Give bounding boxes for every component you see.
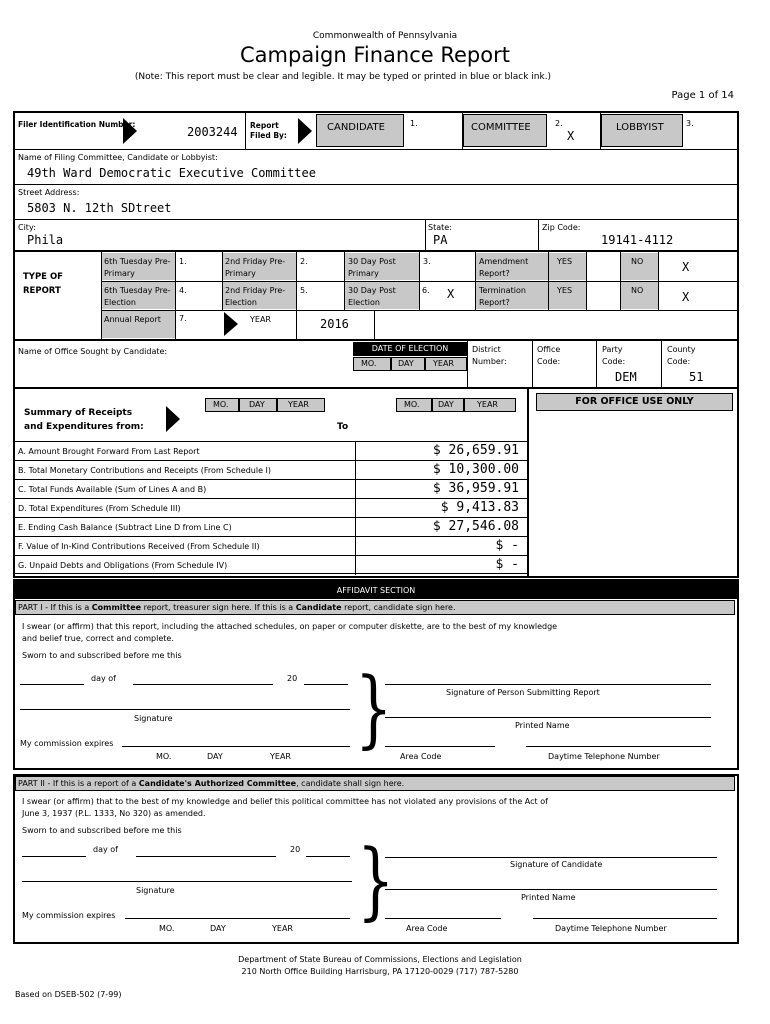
area-code-label: Area Code: [406, 924, 448, 933]
part2-instructions: PART II - If this is a report of a Candidate's Authorized Committee, candidate shall sign here.: [18, 779, 405, 788]
type-3-label: 30 Day Post Primary: [348, 257, 396, 278]
summary-line-label: F. Value of In-Kind Contributions Received (From Schedule II): [18, 542, 260, 551]
form-revision: Based on DSEB-502 (7-99): [15, 990, 122, 999]
type-3-num[interactable]: 3.: [423, 257, 431, 266]
state-label: State:: [428, 223, 452, 232]
summary-line-g: [15, 555, 527, 574]
phone-label: Daytime Telephone Number: [548, 752, 660, 761]
street-label: Street Address:: [18, 188, 80, 197]
summary-line-amount[interactable]: $ 10,300.00: [432, 462, 519, 477]
notary-signature-field[interactable]: [20, 709, 350, 710]
area-code-field[interactable]: [385, 746, 495, 747]
summary-line-amount[interactable]: $ 9,413.83: [440, 500, 519, 515]
commission-label: My commission expires: [20, 739, 114, 748]
type-5-label: 2nd Friday Pre-Election: [225, 286, 286, 307]
city-value[interactable]: Phila: [27, 233, 64, 247]
year-label: YEAR: [288, 400, 309, 409]
brace-icon: }: [355, 659, 393, 757]
part2-oath-line2: June 3, 1937 (P.L. 1333, No 320) as amended.: [22, 809, 206, 818]
type-6-num[interactable]: 6.: [422, 286, 430, 295]
street-value[interactable]: 5803 N. 12th SDtreet: [27, 201, 172, 215]
part1-sworn: Sworn to and subscribed before me this: [22, 651, 182, 660]
summary-line-label: D. Total Expenditures (From Schedule III): [18, 504, 181, 513]
year-value[interactable]: 2016: [320, 317, 349, 331]
summary-line-label: C. Total Funds Available (Sum of Lines A and B): [18, 485, 207, 494]
summary-line-a: [15, 441, 527, 460]
year-label: YEAR: [272, 924, 293, 933]
printed-name-field[interactable]: [385, 889, 717, 890]
phone-field[interactable]: [533, 918, 717, 919]
type-1-num[interactable]: 1.: [179, 257, 187, 266]
summary-line-label: B. Total Monetary Contributions and Receipts (From Schedule I): [18, 466, 272, 475]
candidate-num: 1.: [410, 119, 418, 128]
year-label: YEAR: [433, 359, 454, 368]
submitter-signature-label: Signature of Person Submitting Report: [446, 688, 600, 697]
phone-label: Daytime Telephone Number: [555, 924, 667, 933]
arrow-icon: [123, 118, 137, 144]
term-yes[interactable]: YES: [557, 286, 573, 295]
summary-line-amount[interactable]: $ -: [495, 557, 519, 572]
month-field[interactable]: [136, 856, 276, 857]
office-sought-label: Name of Office Sought by Candidate:: [18, 347, 168, 356]
summary-line-e: [15, 517, 527, 536]
committee-name-value[interactable]: 49th Ward Democratic Executive Committee: [27, 166, 316, 180]
mo-label: MO.: [156, 752, 172, 761]
type-6-check[interactable]: X: [447, 287, 455, 301]
summary-line-amount[interactable]: $ 36,959.91: [432, 481, 519, 496]
printed-name-field[interactable]: [385, 717, 711, 718]
party-code-label: Party Code:: [602, 345, 626, 366]
type-of-report-label: TYPE OF REPORT: [23, 272, 63, 296]
arrow-icon: [298, 118, 312, 144]
city-label: City:: [18, 223, 36, 232]
year-field[interactable]: [306, 856, 350, 857]
year-label: YEAR: [250, 315, 271, 324]
summary-line-amount[interactable]: $ 26,659.91: [432, 443, 519, 458]
page-title: Campaign Finance Report: [240, 43, 510, 67]
day-of-label: day of: [91, 674, 116, 683]
filer-id-value[interactable]: 2003244: [187, 125, 238, 139]
day-label: DAY: [207, 752, 223, 761]
year-field[interactable]: [304, 684, 348, 685]
zip-value[interactable]: 19141-4112: [601, 233, 674, 247]
office-use-label: FOR OFFICE USE ONLY: [575, 396, 694, 407]
part2-oath-line1: I swear (or affirm) that to the best of my knowledge and belief this political committee has not violated any provisions of the Act of: [22, 797, 548, 806]
twenty-label: 20: [287, 674, 298, 683]
signature-label: Signature: [134, 714, 173, 723]
footer-department: Department of State Bureau of Commissions, Elections and Legislation: [238, 955, 522, 964]
to-label: To: [337, 422, 349, 432]
page-number: Page 1 of 14: [671, 90, 734, 101]
signature-label: Signature: [136, 886, 175, 895]
twenty-label: 20: [290, 845, 301, 854]
day-field[interactable]: [22, 856, 86, 857]
type-4-label: 6th Tuesday Pre-Election: [104, 286, 171, 307]
area-code-field[interactable]: [385, 918, 501, 919]
lobbyist-label: LOBBYIST: [616, 122, 664, 133]
candidate-signature-field[interactable]: [385, 857, 717, 858]
amend-no-check[interactable]: X: [682, 260, 690, 274]
day-label: DAY: [249, 400, 265, 409]
filer-id-label: Filer Identification Number:: [18, 120, 136, 129]
summary-line-f: [15, 536, 527, 555]
notary-signature-field[interactable]: [22, 881, 352, 882]
name-label: Name of Filing Committee, Candidate or Lobbyist:: [18, 153, 218, 162]
day-label: DAY: [210, 924, 226, 933]
summary-line-label: G. Unpaid Debts and Obligations (From Schedule IV): [18, 561, 228, 570]
day-label: DAY: [438, 400, 454, 409]
day-of-label: day of: [93, 845, 118, 854]
amendment-label: Amendment Report?: [479, 257, 529, 278]
part1-instructions: PART I - If this is a Committee report, treasurer sign here. If this is a Candidate report, candidate sign here.: [18, 603, 456, 612]
printed-name-label: Printed Name: [521, 893, 576, 902]
type-2-num[interactable]: 2.: [300, 257, 308, 266]
committee-num: 2.: [555, 119, 563, 128]
summary-line-label: E. Ending Cash Balance (Subtract Line D from Line C): [18, 523, 232, 532]
summary-line-d: [15, 498, 527, 517]
legibility-note: (Note: This report must be clear and legible. It may be typed or printed in blue or black ink.): [134, 72, 552, 82]
office-code-label: Office Code:: [537, 345, 561, 366]
party-code-value[interactable]: DEM: [615, 370, 637, 384]
type-2-label: 2nd Friday Pre-Primary: [225, 257, 286, 278]
type-1-label: 6th Tuesday Pre-Primary: [104, 257, 171, 278]
type-7-num[interactable]: 7.: [179, 314, 187, 323]
type-7-label: Annual Report: [104, 315, 161, 324]
summary-line-c: [15, 479, 527, 498]
summary-line-amount[interactable]: $ 27,546.08: [432, 519, 519, 534]
part1-oath-line2: and belief true, correct and complete.: [22, 634, 174, 643]
brace-icon: }: [357, 831, 395, 929]
amend-yes[interactable]: YES: [557, 257, 573, 266]
phone-field[interactable]: [526, 746, 711, 747]
part2-sworn: Sworn to and subscribed before me this: [22, 826, 182, 835]
committee-check[interactable]: X: [567, 129, 575, 143]
commission-label: My commission expires: [22, 911, 116, 920]
lobbyist-num: 3.: [686, 119, 694, 128]
commission-field[interactable]: [125, 918, 350, 919]
summary-line-label: A. Amount Brought Forward From Last Report: [18, 447, 200, 456]
state-value[interactable]: PA: [433, 233, 448, 247]
termination-label: Termination Report?: [479, 286, 526, 307]
footer-address: 210 North Office Building Harrisburg, PA 17120-0029 (717) 787-5280: [241, 967, 519, 976]
county-code-label: County Code:: [667, 345, 696, 366]
day-field[interactable]: [20, 684, 84, 685]
part1-oath-line1: I swear (or affirm) that this report, including the attached schedules, on paper or computer diskette, are to the best of my knowledge: [22, 622, 558, 631]
mo-label: MO.: [404, 400, 420, 409]
day-label: DAY: [398, 359, 414, 368]
mo-label: MO.: [213, 400, 229, 409]
state-name: Commonwealth of Pennsylvania: [312, 31, 458, 41]
affidavit-title: AFFIDAVIT SECTION: [336, 586, 416, 595]
submitter-signature-field[interactable]: [385, 684, 711, 685]
arrow-icon: [224, 312, 238, 336]
county-code-value[interactable]: 51: [689, 370, 704, 384]
term-no-check[interactable]: X: [682, 290, 690, 304]
mo-label: MO.: [361, 359, 377, 368]
printed-name-label: Printed Name: [515, 721, 570, 730]
summary-title: Summary of Receipts and Expenditures from:: [24, 408, 144, 432]
amend-no[interactable]: NO: [631, 257, 644, 266]
district-label: District Number:: [472, 345, 507, 366]
commission-field[interactable]: [122, 746, 350, 747]
candidate-label: CANDIDATE: [327, 122, 385, 133]
summary-line-amount[interactable]: $ -: [495, 538, 519, 553]
arrow-icon: [166, 406, 180, 432]
term-no[interactable]: NO: [631, 286, 644, 295]
committee-label: COMMITTEE: [471, 122, 531, 133]
month-field[interactable]: [133, 684, 273, 685]
type-6-label: 30 Day Post Election: [348, 286, 396, 307]
summary-line-b: [15, 460, 527, 479]
year-label: YEAR: [477, 400, 498, 409]
area-code-label: Area Code: [400, 752, 442, 761]
type-4-num[interactable]: 4.: [179, 286, 187, 295]
mo-label: MO.: [159, 924, 175, 933]
date-of-election-label: DATE OF ELECTION: [371, 344, 449, 353]
year-label: YEAR: [270, 752, 291, 761]
type-5-num[interactable]: 5.: [300, 286, 308, 295]
candidate-signature-label: Signature of Candidate: [510, 860, 603, 869]
zip-label: Zip Code:: [542, 223, 581, 232]
filed-by-label: Report Filed By:: [250, 121, 287, 140]
